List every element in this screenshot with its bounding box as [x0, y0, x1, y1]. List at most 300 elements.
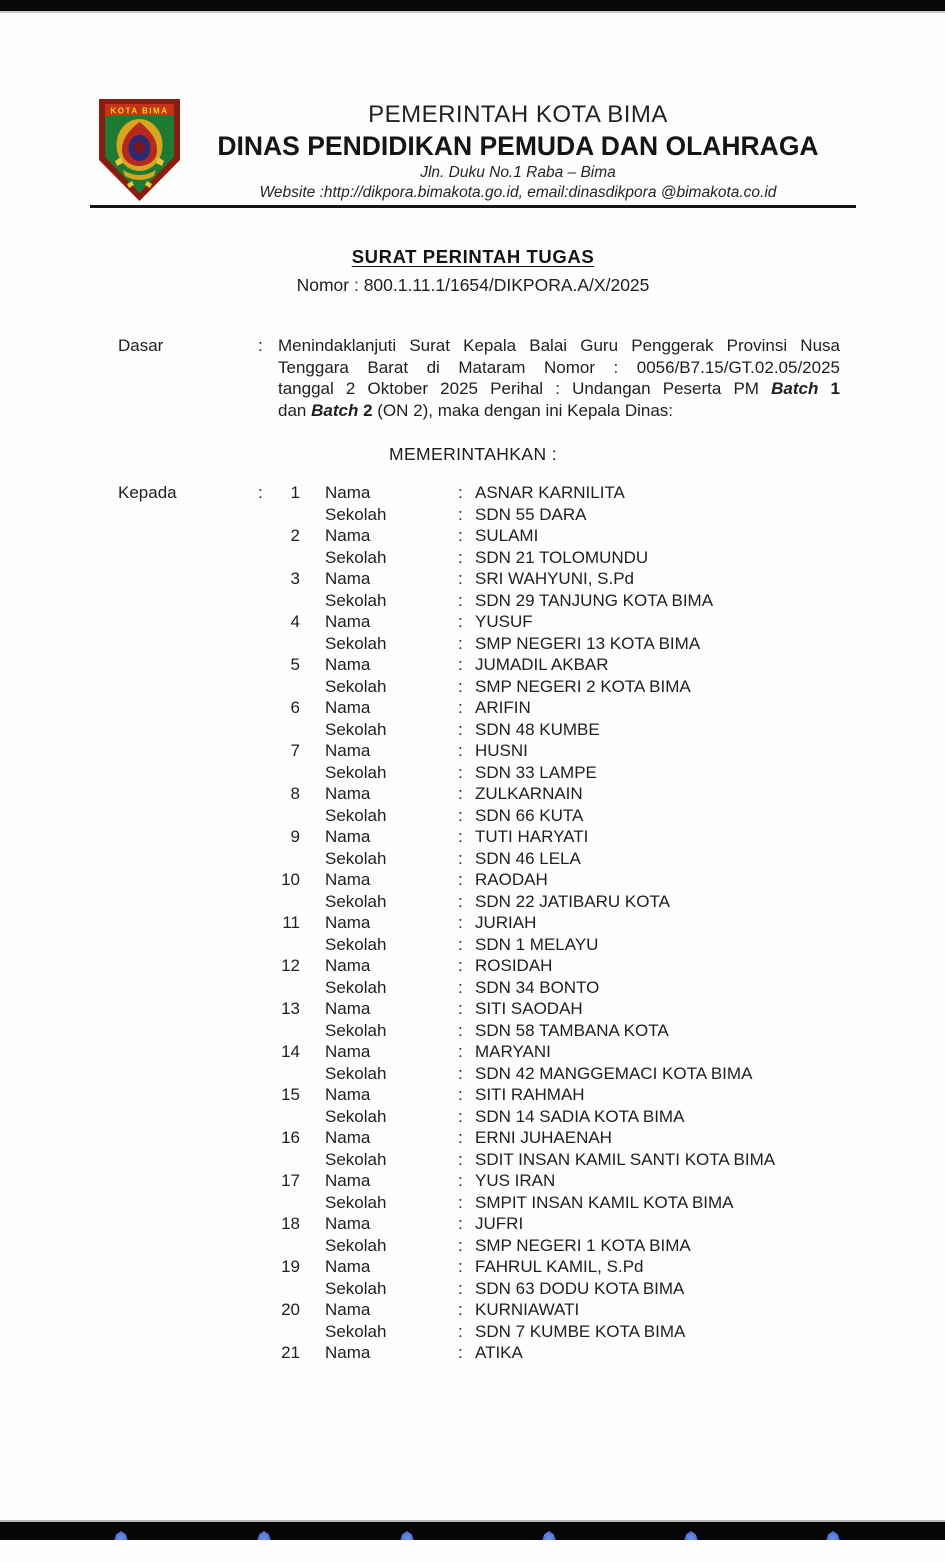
- field-value: MARYANI: [475, 1042, 551, 1061]
- kepada-label: [118, 1321, 258, 1343]
- entry-number: 3: [290, 569, 300, 588]
- toolbar-icon[interactable]: [679, 1530, 703, 1540]
- entry-number: [274, 848, 300, 870]
- recipient-row: [118, 482, 842, 504]
- kepada-label: [118, 826, 258, 848]
- entry-number: 16: [281, 1128, 300, 1147]
- recipient-row: [118, 1256, 842, 1278]
- kepada-label: [118, 697, 258, 719]
- kepada-colon: [258, 611, 274, 633]
- field-value: ERNI JUHAENAH: [475, 1128, 612, 1147]
- field-colon: :: [458, 698, 463, 717]
- field-colon: :: [458, 934, 463, 954]
- recipient-row: [118, 1106, 842, 1128]
- government-name: PEMERINTAH KOTA BIMA: [368, 101, 668, 128]
- field-value: JUFRI: [475, 1214, 524, 1233]
- entry-number: 13: [281, 999, 300, 1018]
- entry-number: 5: [290, 655, 300, 674]
- entry-number: 2: [290, 526, 300, 545]
- recipient-row: [118, 934, 842, 956]
- dasar-label: Dasar: [118, 336, 164, 355]
- field-colon: :: [458, 1085, 463, 1104]
- field-value: SMP NEGERI 13 KOTA BIMA: [475, 633, 701, 653]
- field-value: ASNAR KARNILITA: [475, 483, 625, 502]
- field-value: SRI WAHYUNI, S.Pd: [475, 569, 635, 588]
- field-value: YUS IRAN: [475, 1171, 556, 1190]
- field-colon: :: [458, 1343, 463, 1362]
- field-value: SDN 33 LAMPE: [475, 762, 597, 782]
- field-label: Nama: [325, 870, 371, 889]
- recipient-row: [118, 1170, 842, 1192]
- letterhead-rule: [90, 205, 856, 209]
- entry-number: [274, 1192, 300, 1214]
- field-value: SDN 42 MANGGEMACI KOTA BIMA: [475, 1063, 753, 1083]
- toolbar-icon[interactable]: [109, 1530, 133, 1540]
- recipient-row: [118, 654, 842, 676]
- kepada-label: [118, 998, 258, 1020]
- field-colon: :: [458, 590, 463, 610]
- field-label: Nama: [325, 569, 371, 588]
- recipient-row: [118, 805, 842, 827]
- kepada-label: [118, 1299, 258, 1321]
- kepada-colon: [258, 934, 274, 956]
- entry-number: [274, 590, 300, 612]
- svg-text:KOTA BIMA: KOTA BIMA: [110, 106, 169, 116]
- field-value: SITI RAHMAH: [475, 1085, 585, 1104]
- kepada-label: [118, 719, 258, 741]
- toolbar-icon[interactable]: [821, 1530, 845, 1540]
- field-colon: :: [458, 848, 463, 868]
- field-value: SDN 14 SADIA KOTA BIMA: [475, 1106, 685, 1126]
- recipient-row: [118, 1278, 842, 1300]
- recipient-row: [118, 633, 842, 655]
- field-colon: :: [458, 870, 463, 889]
- kepada-section: [118, 482, 842, 1364]
- field-colon: :: [458, 1149, 463, 1169]
- document-page: [0, 13, 945, 1540]
- kepada-label: [118, 525, 258, 547]
- entry-number: [274, 934, 300, 956]
- kepada-label: [118, 1213, 258, 1235]
- field-label: Sekolah: [325, 977, 387, 997]
- kota-bima-emblem-icon: [97, 98, 182, 202]
- recipient-row: [118, 611, 842, 633]
- field-colon: :: [458, 977, 463, 997]
- entry-number: 17: [281, 1171, 300, 1190]
- entry-number: [274, 1235, 300, 1257]
- toolbar-icon[interactable]: [537, 1530, 561, 1540]
- field-label: Sekolah: [325, 1149, 387, 1169]
- kepada-colon: [258, 912, 274, 934]
- kepada-colon: [258, 719, 274, 741]
- entry-number: [274, 633, 300, 655]
- entry-number: [274, 1063, 300, 1085]
- kepada-label: [118, 1020, 258, 1042]
- recipient-row: [118, 676, 842, 698]
- field-colon: :: [458, 1300, 463, 1319]
- kepada-colon: [258, 740, 274, 762]
- recipient-row: [118, 568, 842, 590]
- field-value: SDN 58 TAMBANA KOTA: [475, 1020, 669, 1040]
- field-colon: :: [458, 612, 463, 631]
- recipient-row: [118, 762, 842, 784]
- kepada-label: [118, 1278, 258, 1300]
- kepada-label: [118, 783, 258, 805]
- field-colon: :: [458, 547, 463, 567]
- recipient-row: [118, 869, 842, 891]
- field-value: SDIT INSAN KAMIL SANTI KOTA BIMA: [475, 1149, 776, 1169]
- department-name: DINAS PENDIDIKAN PEMUDA DAN OLAHRAGA: [217, 131, 819, 161]
- field-label: Nama: [325, 999, 371, 1018]
- field-label: Nama: [325, 526, 371, 545]
- kepada-colon: [258, 525, 274, 547]
- field-colon: :: [458, 676, 463, 696]
- field-colon: :: [458, 1192, 463, 1212]
- field-colon: :: [458, 1278, 463, 1298]
- field-label: Nama: [325, 913, 371, 932]
- field-label: Nama: [325, 1300, 371, 1319]
- field-colon: :: [458, 569, 463, 588]
- recipient-row: [118, 1192, 842, 1214]
- command-heading: MEMERINTAHKAN :: [388, 444, 558, 464]
- entry-number: [274, 1106, 300, 1128]
- field-value: TUTI HARYATI: [475, 827, 589, 846]
- kepada-colon: [258, 1213, 274, 1235]
- field-value: RAODAH: [475, 870, 548, 889]
- field-label: Nama: [325, 827, 371, 846]
- kepada-label: [118, 1256, 258, 1278]
- field-colon: :: [458, 719, 463, 739]
- entry-number: [274, 547, 300, 569]
- field-colon: :: [458, 956, 463, 975]
- field-label: Sekolah: [325, 762, 387, 782]
- field-label: Sekolah: [325, 1192, 387, 1212]
- kepada-label: [118, 1084, 258, 1106]
- toolbar-icon[interactable]: [252, 1530, 276, 1540]
- field-value: FAHRUL KAMIL, S.Pd: [475, 1257, 644, 1276]
- field-colon: :: [458, 762, 463, 782]
- entry-number: [274, 676, 300, 698]
- entry-number: 4: [290, 612, 300, 631]
- recipient-row: [118, 1127, 842, 1149]
- recipient-row: [118, 1084, 842, 1106]
- field-value: HUSNI: [475, 741, 528, 760]
- kepada-label: [118, 740, 258, 762]
- field-value: SITI SAODAH: [475, 999, 583, 1018]
- recipient-row: [118, 912, 842, 934]
- kepada-colon: [258, 633, 274, 655]
- kepada-label: [118, 934, 258, 956]
- kepada-colon: [258, 1321, 274, 1343]
- entry-number: [274, 762, 300, 784]
- recipient-row: [118, 1149, 842, 1171]
- field-value: SMP NEGERI 2 KOTA BIMA: [475, 676, 691, 696]
- field-colon: :: [458, 1257, 463, 1276]
- field-label: Nama: [325, 1171, 371, 1190]
- field-label: Nama: [325, 483, 371, 502]
- recipient-row: [118, 1020, 842, 1042]
- entry-number: 7: [290, 741, 300, 760]
- field-colon: :: [458, 483, 463, 502]
- field-colon: :: [458, 741, 463, 760]
- dasar-line: tanggal 2 Oktober 2025 Perihal : Undangan Peserta PM Batch 1: [278, 379, 840, 398]
- entry-number: [274, 1020, 300, 1042]
- entry-number: 18: [281, 1214, 300, 1233]
- kepada-colon: [258, 1278, 274, 1300]
- entry-number: [274, 1321, 300, 1343]
- field-colon: :: [458, 1042, 463, 1061]
- kepada-colon: [258, 891, 274, 913]
- office-address: Jln. Duku No.1 Raba – Bima: [420, 164, 616, 181]
- field-value: SMPIT INSAN KAMIL KOTA BIMA: [475, 1192, 734, 1212]
- kepada-colon: [258, 869, 274, 891]
- field-label: Sekolah: [325, 1278, 387, 1298]
- field-colon: :: [458, 784, 463, 803]
- recipient-row: [118, 1321, 842, 1343]
- field-value: SDN 21 TOLOMUNDU: [475, 547, 649, 567]
- field-label: Sekolah: [325, 1063, 387, 1083]
- entry-number: 8: [290, 784, 300, 803]
- dasar-line: Menindaklanjuti Surat Kepala Balai Guru Penggerak Provinsi Nusa: [278, 336, 840, 355]
- entry-number: [274, 1149, 300, 1171]
- field-value: SDN 48 KUMBE: [475, 719, 600, 739]
- recipient-row: [118, 525, 842, 547]
- dasar-paragraph: [278, 335, 840, 421]
- field-label: Nama: [325, 784, 371, 803]
- field-label: Sekolah: [325, 848, 387, 868]
- field-value: YUSUF: [475, 612, 533, 631]
- kepada-label: [118, 654, 258, 676]
- kepada-label: [118, 977, 258, 999]
- field-value: SDN 29 TANJUNG KOTA BIMA: [475, 590, 714, 610]
- recipient-row: [118, 1063, 842, 1085]
- field-value: JUMADIL AKBAR: [475, 655, 609, 674]
- kepada-label: [118, 1063, 258, 1085]
- field-value: SDN 22 JATIBARU KOTA: [475, 891, 670, 911]
- field-label: Nama: [325, 1042, 371, 1061]
- kepada-colon: [258, 1256, 274, 1278]
- kepada-colon: [258, 568, 274, 590]
- kepada-colon: [258, 676, 274, 698]
- recipient-row: [118, 504, 842, 526]
- kepada-colon: [258, 1299, 274, 1321]
- recipient-row: [118, 547, 842, 569]
- field-value: KURNIAWATI: [475, 1300, 580, 1319]
- field-label: Sekolah: [325, 1321, 387, 1341]
- field-label: Nama: [325, 655, 371, 674]
- field-label: Sekolah: [325, 1235, 387, 1255]
- field-label: Sekolah: [325, 590, 387, 610]
- bottom-toolbar: [0, 1520, 945, 1540]
- kepada-colon: [258, 805, 274, 827]
- toolbar-icon[interactable]: [395, 1530, 419, 1540]
- kepada-colon: [258, 955, 274, 977]
- field-label: Nama: [325, 1085, 371, 1104]
- field-label: Sekolah: [325, 891, 387, 911]
- field-label: Nama: [325, 1343, 371, 1362]
- field-value: SDN 34 BONTO: [475, 977, 600, 997]
- entry-number: 19: [281, 1257, 300, 1276]
- field-value: ATIKA: [475, 1343, 523, 1362]
- kepada-label: [118, 611, 258, 633]
- entry-number: 1: [290, 483, 300, 502]
- kepada-label: [118, 1041, 258, 1063]
- recipient-row: [118, 826, 842, 848]
- kepada-label: [118, 676, 258, 698]
- field-value: ROSIDAH: [475, 956, 553, 975]
- letterhead: [180, 100, 856, 203]
- field-colon: :: [458, 1235, 463, 1255]
- field-value: SULAMI: [475, 526, 539, 545]
- field-value: ZULKARNAIN: [475, 784, 583, 803]
- field-value: SDN 66 KUTA: [475, 805, 584, 825]
- kepada-label: [118, 1342, 258, 1364]
- field-label: Nama: [325, 956, 371, 975]
- kepada-colon: [258, 654, 274, 676]
- kepada-colon: [258, 977, 274, 999]
- field-label: Sekolah: [325, 934, 387, 954]
- kepada-colon: [258, 697, 274, 719]
- recipient-row: [118, 783, 842, 805]
- field-colon: :: [458, 1321, 463, 1341]
- kepada-colon: :: [258, 483, 263, 502]
- kepada-label: Kepada: [118, 483, 177, 502]
- field-label: Sekolah: [325, 1106, 387, 1126]
- letter-title: SURAT PERINTAH TUGAS: [351, 246, 595, 267]
- entry-number: 21: [281, 1343, 300, 1362]
- field-colon: :: [458, 1063, 463, 1083]
- kepada-colon: [258, 1127, 274, 1149]
- kepada-label: [118, 912, 258, 934]
- recipient-row: [118, 1041, 842, 1063]
- kepada-colon: [258, 1106, 274, 1128]
- field-label: Sekolah: [325, 1020, 387, 1040]
- kepada-label: [118, 848, 258, 870]
- field-colon: :: [458, 913, 463, 932]
- field-colon: :: [458, 1128, 463, 1147]
- recipient-row: [118, 977, 842, 999]
- kepada-label: [118, 1192, 258, 1214]
- dasar-line: dan Batch 2 (ON 2), maka dengan ini Kepala Dinas:: [278, 400, 674, 420]
- field-label: Nama: [325, 698, 371, 717]
- recipient-row: [118, 1342, 842, 1364]
- kepada-label: [118, 1149, 258, 1171]
- kepada-colon: [258, 1235, 274, 1257]
- field-colon: :: [458, 1214, 463, 1233]
- kepada-colon: [258, 826, 274, 848]
- kepada-colon: [258, 1149, 274, 1171]
- field-colon: :: [458, 504, 463, 524]
- kepada-colon: [258, 590, 274, 612]
- kepada-label: [118, 891, 258, 913]
- field-label: Sekolah: [325, 504, 387, 524]
- entry-number: 20: [281, 1300, 300, 1319]
- entry-number: 6: [290, 698, 300, 717]
- kepada-label: [118, 1127, 258, 1149]
- kepada-colon: [258, 547, 274, 569]
- field-label: Sekolah: [325, 719, 387, 739]
- field-label: Nama: [325, 741, 371, 760]
- entry-number: 15: [281, 1085, 300, 1104]
- recipient-row: [118, 740, 842, 762]
- recipient-row: [118, 719, 842, 741]
- kepada-colon: [258, 998, 274, 1020]
- kepada-label: [118, 869, 258, 891]
- field-value: ARIFIN: [475, 698, 531, 717]
- kepada-label: [118, 1235, 258, 1257]
- website-email-line: Website :http://dikpora.bimakota.go.id, email:dinasdikpora @bimakota.co.id: [259, 184, 777, 201]
- kepada-colon: [258, 1342, 274, 1364]
- kepada-label: [118, 590, 258, 612]
- top-system-bar: [0, 0, 945, 13]
- recipient-row: [118, 697, 842, 719]
- recipient-row: [118, 1213, 842, 1235]
- kepada-label: [118, 955, 258, 977]
- recipient-row: [118, 955, 842, 977]
- field-label: Nama: [325, 1214, 371, 1233]
- field-value: JURIAH: [475, 913, 537, 932]
- entry-number: [274, 1278, 300, 1300]
- recipient-row: [118, 590, 842, 612]
- field-value: SDN 1 MELAYU: [475, 934, 599, 954]
- entry-number: 14: [281, 1042, 300, 1061]
- kepada-label: [118, 568, 258, 590]
- dasar-line: Tenggara Barat di Mataram Nomor : 0056/B7.15/GT.02.05/2025: [278, 357, 840, 377]
- kota-bima-logo: [97, 98, 182, 202]
- letter-number: Nomor : 800.1.11.1/1654/DIKPORA.A/X/2025: [296, 275, 650, 295]
- field-label: Nama: [325, 612, 371, 631]
- dasar-colon: :: [258, 336, 263, 355]
- field-colon: :: [458, 1106, 463, 1126]
- kepada-label: [118, 547, 258, 569]
- field-label: Nama: [325, 1128, 371, 1147]
- recipient-row: [118, 1235, 842, 1257]
- recipient-row: [118, 891, 842, 913]
- kepada-label: [118, 805, 258, 827]
- field-value: SDN 63 DODU KOTA BIMA: [475, 1278, 685, 1298]
- kepada-colon: [258, 504, 274, 526]
- field-value: SDN 46 LELA: [475, 848, 581, 868]
- field-value: SMP NEGERI 1 KOTA BIMA: [475, 1235, 691, 1255]
- kepada-colon: [258, 1020, 274, 1042]
- field-label: Sekolah: [325, 633, 387, 653]
- recipient-row: [118, 848, 842, 870]
- field-label: Nama: [325, 1257, 371, 1276]
- kepada-label: [118, 504, 258, 526]
- recipient-row: [118, 1299, 842, 1321]
- kepada-label: [118, 633, 258, 655]
- entry-number: 12: [281, 956, 300, 975]
- kepada-colon: [258, 762, 274, 784]
- letter-title-block: [90, 246, 856, 296]
- kepada-colon: [258, 1084, 274, 1106]
- recipient-row: [118, 998, 842, 1020]
- field-label: Sekolah: [325, 676, 387, 696]
- field-colon: :: [458, 1020, 463, 1040]
- field-colon: :: [458, 526, 463, 545]
- kepada-colon: [258, 1192, 274, 1214]
- entry-number: 11: [282, 913, 300, 932]
- field-colon: :: [458, 805, 463, 825]
- entry-number: 9: [290, 827, 300, 846]
- entry-number: [274, 891, 300, 913]
- field-label: Sekolah: [325, 805, 387, 825]
- entry-number: [274, 719, 300, 741]
- kepada-label: [118, 1170, 258, 1192]
- field-colon: :: [458, 827, 463, 846]
- entry-number: [274, 977, 300, 999]
- kepada-label: [118, 762, 258, 784]
